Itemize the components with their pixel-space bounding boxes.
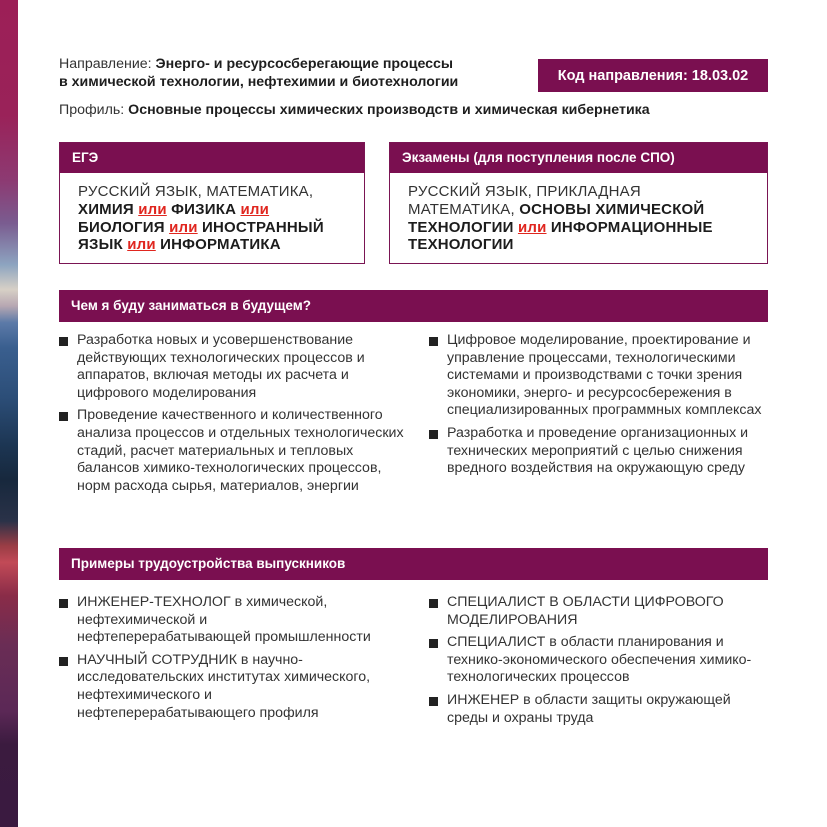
- or-marker: или: [127, 236, 156, 254]
- ege-subjects: [60, 173, 364, 254]
- list-item: [429, 594, 774, 629]
- square-bullet-icon: [59, 412, 68, 421]
- spo-exams-box: [389, 142, 768, 264]
- jobs-list-left: [59, 594, 379, 727]
- ege-subject-foreign-lang: ИНОСТРАННЫЙ ЯЗЫК: [78, 218, 324, 254]
- jobs-section-header: Примеры трудоустройства выпускников: [59, 548, 768, 580]
- square-bullet-icon: [429, 599, 438, 608]
- list-item: [429, 692, 774, 727]
- spo-subject-plain: РУССКИЙ ЯЗЫК, ПРИКЛАДНАЯ МАТЕМАТИКА,: [408, 183, 641, 218]
- profile-value: Основные процессы химических производств и химическая кибернетика: [128, 102, 650, 118]
- or-marker: или: [240, 200, 270, 218]
- or-marker: или: [169, 218, 198, 236]
- square-bullet-icon: [429, 337, 438, 346]
- square-bullet-icon: [429, 430, 438, 439]
- ege-title: ЕГЭ: [60, 143, 364, 173]
- profile-line: [59, 102, 779, 120]
- jobs-list-right: [429, 594, 774, 732]
- list-item: [429, 425, 774, 478]
- list-item-text: Цифровое моделирование, проектирование и управление процессами, технологическими системами и производствами с точки зрения экономики, энерго- и ресурсосбережения в специализированных программных комплексах: [447, 332, 762, 419]
- ege-subject-plain: РУССКИЙ ЯЗЫК, МАТЕМАТИКА,: [78, 183, 314, 200]
- list-item-text: ИНЖЕНЕР в области защиты окружающей среды и охраны труда: [447, 691, 731, 726]
- ege-subject-chemistry: ХИМИЯ: [78, 200, 134, 218]
- or-marker: или: [138, 200, 167, 218]
- direction-value-1: Энерго- и ресурсосберегающие процессы: [155, 56, 454, 72]
- ege-subject-informatics: ИНФОРМАТИКА: [160, 236, 281, 254]
- square-bullet-icon: [59, 337, 68, 346]
- spo-subject-info-tech: ИНФОРМАЦИОННЫЕ ТЕХНОЛОГИИ: [408, 218, 713, 254]
- square-bullet-icon: [429, 697, 438, 706]
- spo-subject-chem-tech: ОСНОВЫ ХИМИЧЕСКОЙ ТЕХНОЛОГИИ: [408, 200, 705, 236]
- or-marker: или: [517, 218, 547, 236]
- direction-line: [59, 56, 529, 91]
- future-list-right: [429, 332, 774, 483]
- square-bullet-icon: [59, 599, 68, 608]
- future-list-left: [59, 332, 404, 500]
- list-item: [429, 634, 774, 687]
- direction-value-2: в химической технологии, нефтехимии и биотехнологии: [59, 73, 459, 90]
- list-item-text: ИНЖЕНЕР-ТЕХНОЛОГ в химической, нефтехимической и нефтеперерабатывающей промышленности: [77, 594, 371, 646]
- list-item-text: Разработка новых и усовершенствование действующих технологических процессов и аппаратов, включая методы их расчета и цифрового моделирования: [77, 332, 365, 401]
- ege-box: [59, 142, 365, 264]
- direction-label: Направление:: [59, 56, 152, 72]
- future-section-header: Чем я буду заниматься в будущем?: [59, 290, 768, 322]
- square-bullet-icon: [429, 639, 438, 648]
- list-item: [59, 594, 379, 647]
- ege-subject-biology: БИОЛОГИЯ: [78, 218, 165, 236]
- decorative-photo-strip: [0, 0, 18, 827]
- profile-label: Профиль:: [59, 102, 125, 118]
- list-item: [429, 332, 774, 420]
- list-item: [59, 652, 379, 722]
- list-item-text: НАУЧНЫЙ СОТРУДНИК в научно-исследовательских институтах химического, нефтехимического и нефтеперерабатывающего профиля: [77, 651, 371, 721]
- spo-exams-title: Экзамены (для поступления после СПО): [390, 143, 767, 173]
- list-item-text: СПЕЦИАЛИСТ в области планирования и технико-экономического обеспечения химико-технологических процессов: [447, 634, 752, 686]
- list-item: [59, 407, 404, 495]
- spo-subjects: [390, 173, 748, 254]
- list-item-text: Проведение качественного и количественного анализа процессов и отдельных технологических стадий, расчет материальных и тепловых балансов химико-технологических процессов, норм расхода сырья, материалов, энергии: [77, 407, 404, 494]
- direction-code-badge: Код направления: 18.03.02: [538, 59, 768, 92]
- list-item-text: СПЕЦИАЛИСТ В ОБЛАСТИ ЦИФРОВОГО МОДЕЛИРОВАНИЯ: [447, 594, 724, 628]
- list-item-text: Разработка и проведение организационных и технических мероприятий с целью снижения вредного воздействия на окружающую среду: [447, 424, 749, 477]
- ege-subject-physics: ФИЗИКА: [171, 200, 237, 218]
- list-item: [59, 332, 404, 402]
- square-bullet-icon: [59, 657, 68, 666]
